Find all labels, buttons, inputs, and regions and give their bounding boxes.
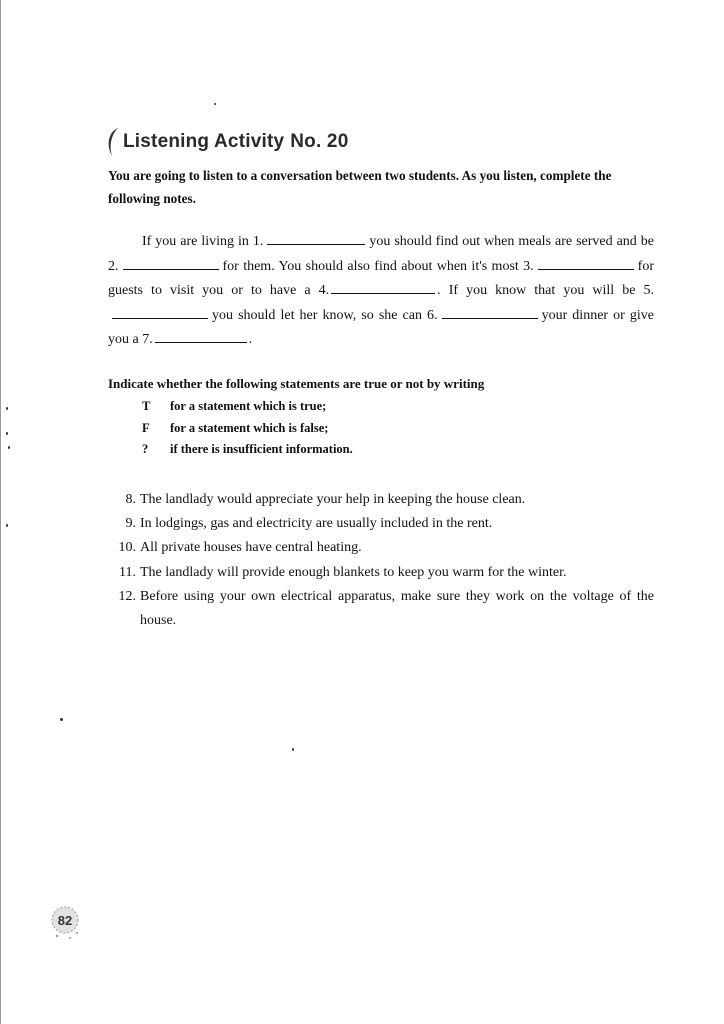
legend-text: for a statement which is true; [170, 399, 327, 413]
scan-speck [292, 748, 294, 751]
scan-speck [6, 524, 8, 527]
note-completion-paragraph [108, 230, 654, 353]
crescent-bracket-icon [103, 126, 121, 158]
cloze-text: your dinner or give you a 7. [108, 307, 654, 348]
cloze-text: . If you know that you will be 5. [437, 283, 654, 299]
instructions: You are going to listen to a conversation between two students. As you listen, complete the following notes. [108, 168, 612, 206]
legend-text: for a statement which is false; [170, 420, 329, 435]
answer-blank-2[interactable] [123, 257, 219, 270]
page-number-badge [48, 902, 82, 942]
statement-text: Before using your own electrical apparatus, make sure they work on the voltage of the house. [140, 588, 654, 629]
scan-edge [0, 0, 1, 1024]
cloze-text: for guests to visit you or to have a 4. [108, 258, 654, 299]
scan-speck [6, 407, 8, 410]
legend-row [142, 399, 353, 421]
answer-blank-6[interactable] [442, 306, 538, 319]
statement-item [102, 512, 654, 536]
statement-text: The landlady will provide enough blankets to keep you warm for the winter. [140, 564, 567, 580]
answer-blank-3[interactable] [538, 257, 634, 270]
scan-speck [8, 446, 10, 449]
statement-number: 10. [118, 540, 136, 556]
cloze-text: If you are living in 1. [142, 234, 264, 249]
title-main: Listening Activity [123, 131, 285, 152]
cloze-text: you should let her know, so she can 6. [212, 307, 438, 323]
scan-speck [214, 103, 216, 105]
answer-blank-1[interactable] [267, 232, 365, 245]
legend-row [142, 442, 353, 464]
statement-number: 9. [125, 516, 136, 532]
cloze-text: . [248, 332, 253, 348]
statement-text: In lodgings, gas and electricity are usually included in the rent. [140, 516, 493, 532]
statement-item [102, 585, 654, 633]
legend-symbol: F [142, 420, 150, 435]
statement-item [102, 488, 654, 512]
page-number: 82 [57, 913, 73, 928]
answer-blank-5[interactable] [112, 306, 208, 319]
scan-speck [60, 718, 63, 721]
legend-symbol: ? [142, 442, 149, 456]
statement-item [102, 561, 654, 585]
answer-blank-7[interactable] [155, 330, 247, 343]
statement-text: All private houses have central heating. [140, 540, 362, 556]
title-number: No. 20 [290, 131, 349, 152]
statement-number: 8. [125, 492, 136, 507]
statement-number: 12. [118, 588, 136, 604]
answer-key-legend [142, 399, 353, 464]
cloze-text: for them. You should also find about when it's most 3. [222, 258, 534, 274]
activity-title [103, 126, 348, 158]
scan-speck [6, 432, 8, 435]
legend-symbol: T [142, 399, 151, 413]
statement-item [102, 536, 654, 560]
legend-row [142, 421, 353, 443]
statement-list [102, 488, 654, 633]
statement-text: The landlady would appreciate your help in keeping the house clean. [140, 492, 526, 507]
legend-text: if there is insufficient information. [170, 442, 353, 456]
statement-number: 11. [119, 564, 136, 580]
true-false-instructions: Indicate whether the following statements are true or not by writing [108, 376, 485, 391]
cloze-text: you should find out when meals are served and be 2. [108, 234, 654, 274]
answer-blank-4[interactable] [331, 281, 435, 294]
